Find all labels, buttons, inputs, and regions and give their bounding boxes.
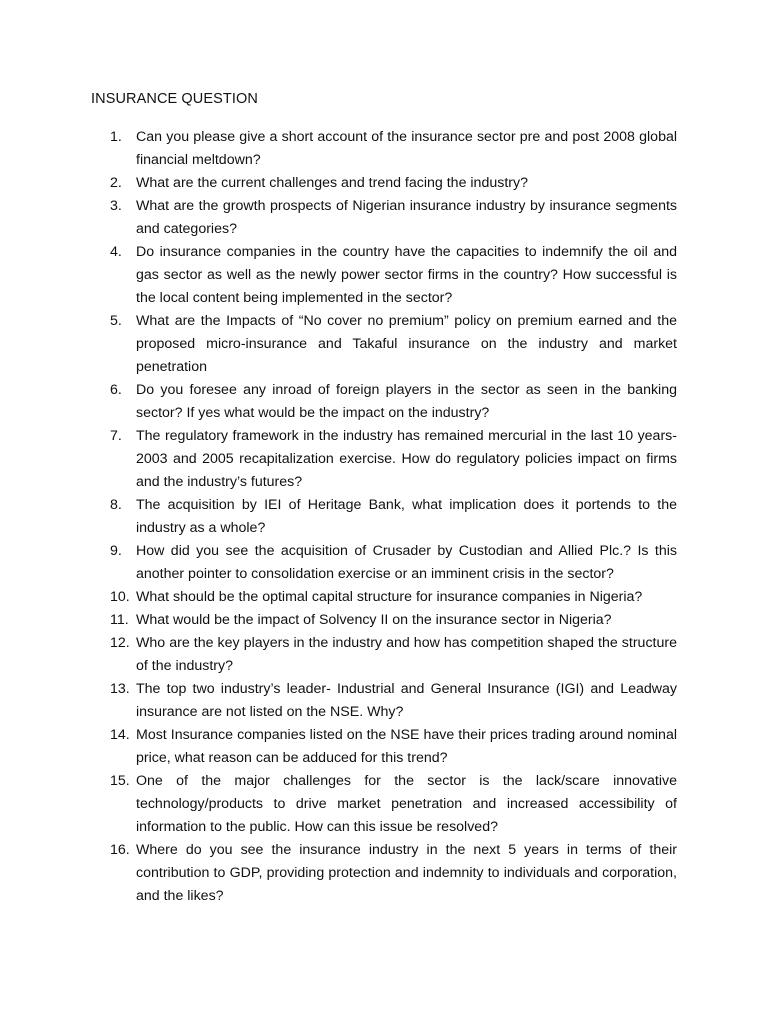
question-item (91, 678, 677, 724)
question-number: 11. (110, 612, 129, 628)
question-text: One of the major challenges for the sector is the lack/scare innovative technology/products to drive market penetration and increased accessibility of information to the public. How can this issue be resolved? (136, 773, 677, 835)
question-text: What should be the optimal capital structure for insurance companies in Nigeria? (136, 589, 643, 605)
question-item (91, 241, 677, 310)
question-number: 5. (110, 313, 122, 329)
question-number: 4. (110, 244, 122, 260)
question-text: What are the Impacts of “No cover no premium” policy on premium earned and the proposed micro-insurance and Takaful insurance on the industry and market penetration (136, 313, 677, 375)
question-number: 15. (110, 773, 130, 789)
question-number: 10. (110, 589, 130, 605)
question-item (91, 770, 677, 839)
question-number: 16. (110, 842, 130, 858)
question-number: 3. (110, 198, 122, 214)
question-number: 7. (110, 428, 122, 444)
question-item (91, 195, 677, 241)
question-item (91, 379, 677, 425)
question-item (91, 609, 677, 632)
question-text: The regulatory framework in the industry has remained mercurial in the last 10 years- 2003 and 2005 recapitalization exercise. How do regulatory policies impact on firms and the industry’s futures? (136, 428, 677, 490)
question-number: 13. (110, 681, 130, 697)
question-item (91, 425, 677, 494)
question-item (91, 310, 677, 379)
question-item (91, 724, 677, 770)
document-title: INSURANCE QUESTION (91, 91, 258, 107)
question-text: The acquisition by IEI of Heritage Bank, what implication does it portends to the industry as a whole? (136, 497, 677, 536)
question-item (91, 540, 677, 586)
question-item (91, 126, 677, 172)
question-text: What would be the impact of Solvency II on the insurance sector in Nigeria? (136, 612, 612, 628)
question-item (91, 632, 677, 678)
question-list (91, 126, 677, 908)
question-text: What are the current challenges and trend facing the industry? (136, 175, 528, 191)
question-number: 8. (110, 497, 122, 513)
question-text: What are the growth prospects of Nigerian insurance industry by insurance segments and categories? (136, 198, 677, 237)
question-text: Most Insurance companies listed on the NSE have their prices trading around nominal price, what reason can be adduced for this trend? (136, 727, 677, 766)
question-number: 12. (110, 635, 130, 651)
question-text: How did you see the acquisition of Crusader by Custodian and Allied Plc.? Is this another pointer to consolidation exercise or an imminent crisis in the sector? (136, 543, 677, 582)
question-number: 1. (110, 129, 122, 145)
question-text: Who are the key players in the industry and how has competition shaped the structure of the industry? (136, 635, 677, 674)
question-item (91, 494, 677, 540)
question-number: 2. (110, 175, 122, 191)
question-item (91, 586, 677, 609)
question-text: Do you foresee any inroad of foreign players in the sector as seen in the banking sector? If yes what would be the impact on the industry? (136, 382, 677, 421)
question-number: 9. (110, 543, 122, 559)
question-text: Can you please give a short account of the insurance sector pre and post 2008 global financial meltdown? (136, 129, 677, 168)
question-item (91, 839, 677, 908)
question-number: 6. (110, 382, 122, 398)
question-item (91, 172, 677, 195)
question-text: Where do you see the insurance industry in the next 5 years in terms of their contribution to GDP, providing protection and indemnity to individuals and corporation, and the likes? (136, 842, 677, 904)
question-number: 14. (110, 727, 130, 743)
question-text: The top two industry’s leader- Industrial and General Insurance (IGI) and Leadway insurance are not listed on the NSE. Why? (136, 681, 677, 720)
question-text: Do insurance companies in the country have the capacities to indemnify the oil and gas sector as well as the newly power sector firms in the country? How successful is the local content being implemented in the sector? (136, 244, 677, 306)
